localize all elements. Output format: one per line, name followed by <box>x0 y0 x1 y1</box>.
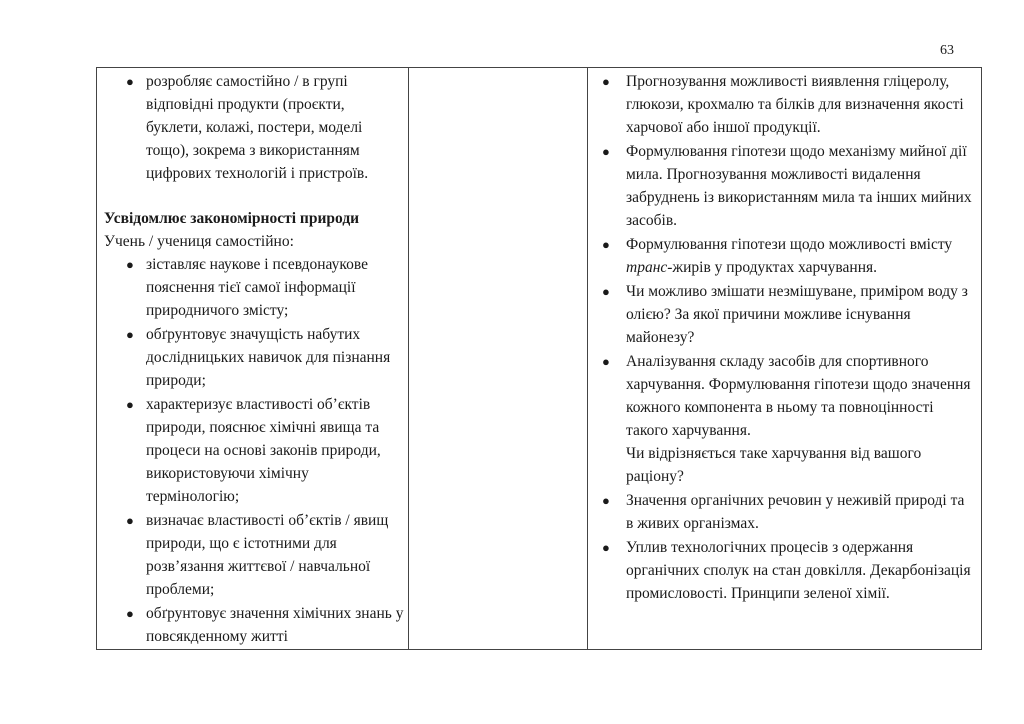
list-item-extra: Чи відрізняється таке харчування від вашого раціону? <box>626 445 922 485</box>
list-item <box>594 350 975 488</box>
section-heading: Усвідомлює закономірності природи <box>104 210 360 227</box>
bullet-icon: ● <box>126 327 134 342</box>
list-item-text: визначає властивості об’єктів / явищ природи, що є істотними для розв’язання життєвої / навчальної проблеми; <box>146 512 389 598</box>
intro-list <box>104 70 404 185</box>
list-item-text: Прогнозування можливості виявлення гліцеролу, глюкози, крохмалю та білків для визначення якості харчової або іншої продукції. <box>626 73 964 136</box>
list-item <box>594 489 975 535</box>
table-row <box>97 68 982 650</box>
bullet-icon: ● <box>126 74 134 89</box>
list-item-text: Значення органічних речовин у неживій природі та в живих організмах. <box>626 492 965 532</box>
list-item-text: Уплив технологічних процесів з одержання органічних сполук на стан довкілля. Декарбонізація промисловості. Принципи зеленої хімії. <box>626 539 971 602</box>
list-item-text: Формулювання гіпотези щодо механізму мийної дії мила. Прогнозування можливості видалення забруднень із використанням мила та інших мийних засобів. <box>626 143 972 229</box>
outcomes-list <box>104 253 404 648</box>
bullet-icon: ● <box>602 237 610 252</box>
list-item-text: обґрунтовує значущість набутих дослідницьких навичок для пізнання природи; <box>146 326 391 389</box>
bullet-icon: ● <box>126 257 134 272</box>
list-item <box>594 536 975 605</box>
empty-cell <box>409 68 588 650</box>
list-item-text: зіставляє наукове і псевдонаукове пояснення тієї самої інформації природничого змісту; <box>146 256 369 319</box>
list-item <box>594 233 975 279</box>
italic-text: транс <box>626 259 668 276</box>
list-item-text: характеризує властивості об’єктів природи, пояснює хімічні явища та процеси на основі законів природи, використовуючи хімічну термінологію; <box>146 396 381 505</box>
list-item-text: розробляє самостійно / в групі відповідні продукти (проєкти, буклети, колажі, постери, моделі тощо), зокрема з використанням цифрових технологій і пристроїв. <box>146 73 369 182</box>
bullet-icon: ● <box>602 540 610 555</box>
list-item <box>104 253 404 322</box>
bullet-icon: ● <box>126 397 134 412</box>
bullet-icon: ● <box>602 284 610 299</box>
outcomes-cell <box>97 68 409 650</box>
list-item <box>104 70 404 185</box>
bullet-icon: ● <box>126 606 134 621</box>
list-item-text: Чи можливо змішати незмішуване, приміром воду з олією? За якої причини можливе існування майонезу? <box>626 283 968 346</box>
bullet-icon: ● <box>602 144 610 159</box>
page-number: 63 <box>940 43 954 58</box>
section-subline: Учень / учениця самостійно: <box>104 233 294 250</box>
list-item-text: обґрунтовує значення хімічних знань у повсякденному житті <box>146 605 404 645</box>
bullet-icon: ● <box>602 354 610 369</box>
list-item <box>104 323 404 392</box>
list-item <box>594 140 975 232</box>
list-item <box>594 70 975 139</box>
bullet-icon: ● <box>126 513 134 528</box>
content-cell <box>588 68 982 650</box>
list-item <box>104 602 404 648</box>
content-list <box>594 70 975 605</box>
list-item <box>104 509 404 601</box>
content-table <box>96 67 982 650</box>
bullet-icon: ● <box>602 74 610 89</box>
bullet-icon: ● <box>602 493 610 508</box>
list-item <box>594 280 975 349</box>
list-item-text: Формулювання гіпотези щодо можливості вмісту <box>626 236 953 253</box>
list-item-text: Аналізування складу засобів для спортивного харчування. Формулювання гіпотези щодо значення кожного компонента в ньому та повноцінності такого харчування. <box>626 353 971 439</box>
list-item-text: -жирів у продуктах харчування. <box>667 259 878 276</box>
list-item <box>104 393 404 508</box>
